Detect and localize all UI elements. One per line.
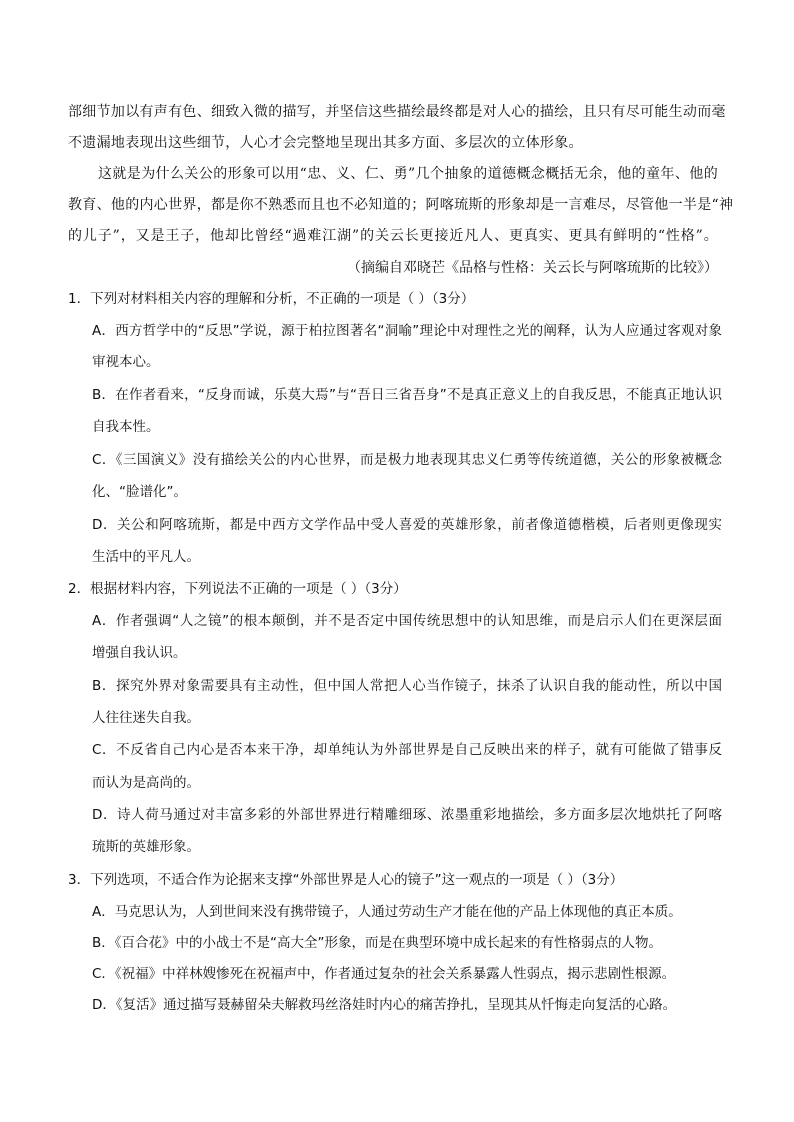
option-c-cont: 而认为是高尚的。 xyxy=(92,775,200,791)
question-stem: 1．下列对材料相关内容的理解和分析，不正确的一项是（ ）（3分） xyxy=(68,291,475,307)
option-d: D．关公和阿喀琉斯，都是中西方文学作品中受人喜爱的英雄形象，前者像道德楷模，后者则更像现实 xyxy=(92,517,722,533)
option-b-cont: 人往往迷失自我。 xyxy=(92,710,200,726)
passage-source-citation: （摘编自邓晓芒《品格与性格：关云长与阿喀琉斯的比较》） xyxy=(347,260,718,276)
passage-line: 部细节加以有声有色、细致入微的描写，并坚信这些描绘最终都是对人心的描绘，且只有尽可能生动而毫 xyxy=(68,104,726,120)
passage-line: 教育、他的内心世界，都是你不熟悉而且也不必知道的；阿喀琉斯的形象却是一言难尽，尽管他一半是“神 xyxy=(68,197,734,213)
option-a-cont: 审视本心。 xyxy=(92,354,160,370)
question-stem: 3．下列选项，不适合作为论据来支撑“外部世界是人心的镜子”这一观点的一项是（ ）（3分） xyxy=(68,872,624,888)
option-c: C．《祝福》中祥林嫂惨死在祝福声中，作者通过复杂的社会关系暴露人性弱点，揭示悲剧性根源。 xyxy=(92,966,676,982)
option-d-cont: 琉斯的英雄形象。 xyxy=(92,839,200,855)
option-a: A．马克思认为，人到世间来没有携带镜子，人通过劳动生产才能在他的产品上体现他的真正本质。 xyxy=(92,904,682,920)
option-a: A．作者强调“人之镜”的根本颠倒，并不是否定中国传统思想中的认知思维，而是启示人们在更深层面 xyxy=(92,613,722,629)
option-c: C．《三国演义》没有描绘关公的内心世界，而是极力地表现其忠义仁勇等传统道德，关公的形象被概念 xyxy=(92,452,722,468)
option-d: D．《复活》通过描写聂赫留朵夫解救玛丝洛娃时内心的痛苦挣扎，呈现其从忏悔走向复活的心路。 xyxy=(92,997,677,1013)
option-a-cont: 增强自我认识。 xyxy=(92,645,187,661)
option-a: A．西方哲学中的“反思”学说，源于柏拉图著名“洞喻”理论中对理性之光的阐释，认为人应通过客观对象 xyxy=(92,323,722,339)
passage-line: 的儿子”，又是王子，他却比曾经“過难江湖”的关云长更接近凡人、更真实、更具有鲜明的“性格”。 xyxy=(68,228,718,244)
passage-line: 这就是为什么关公的形象可以用“忠、义、仁、勇”几个抽象的道德概念概括无余，他的童年、他的 xyxy=(98,166,718,182)
option-c: C．不反省自己内心是否本来干净，却单纯认为外部世界是自己反映出来的样子，就有可能做了错事反 xyxy=(92,742,722,758)
option-b: B．探究外界对象需要具有主动性，但中国人常把人心当作镜子，抹杀了认识自我的能动性，所以中国 xyxy=(92,678,722,694)
option-d-cont: 生活中的平凡人。 xyxy=(92,549,200,565)
option-b-cont: 自我本性。 xyxy=(92,419,160,435)
option-d: D．诗人荷马通过对丰富多彩的外部世界进行精雕细琢、浓墨重彩地描绘，多方面多层次地烘托了阿喀 xyxy=(92,807,722,823)
option-c-cont: 化、“脸谱化”。 xyxy=(92,484,187,500)
option-b: B．《百合花》中的小战士不是“高大全”形象，而是在典型环境中成长起来的有性格弱点的人物。 xyxy=(92,935,662,951)
passage-line: 不遗漏地表现出这些细节，人心才会完整地呈现出其多方面、多层次的立体形象。 xyxy=(68,135,583,151)
option-b: B．在作者看来，“反身而诚，乐莫大焉”与“吾日三省吾身”不是真正意义上的自我反思，不能真正地认识 xyxy=(92,387,722,403)
question-stem: 2．根据材料内容，下列说法不正确的一项是（ ）（3分） xyxy=(68,581,407,597)
